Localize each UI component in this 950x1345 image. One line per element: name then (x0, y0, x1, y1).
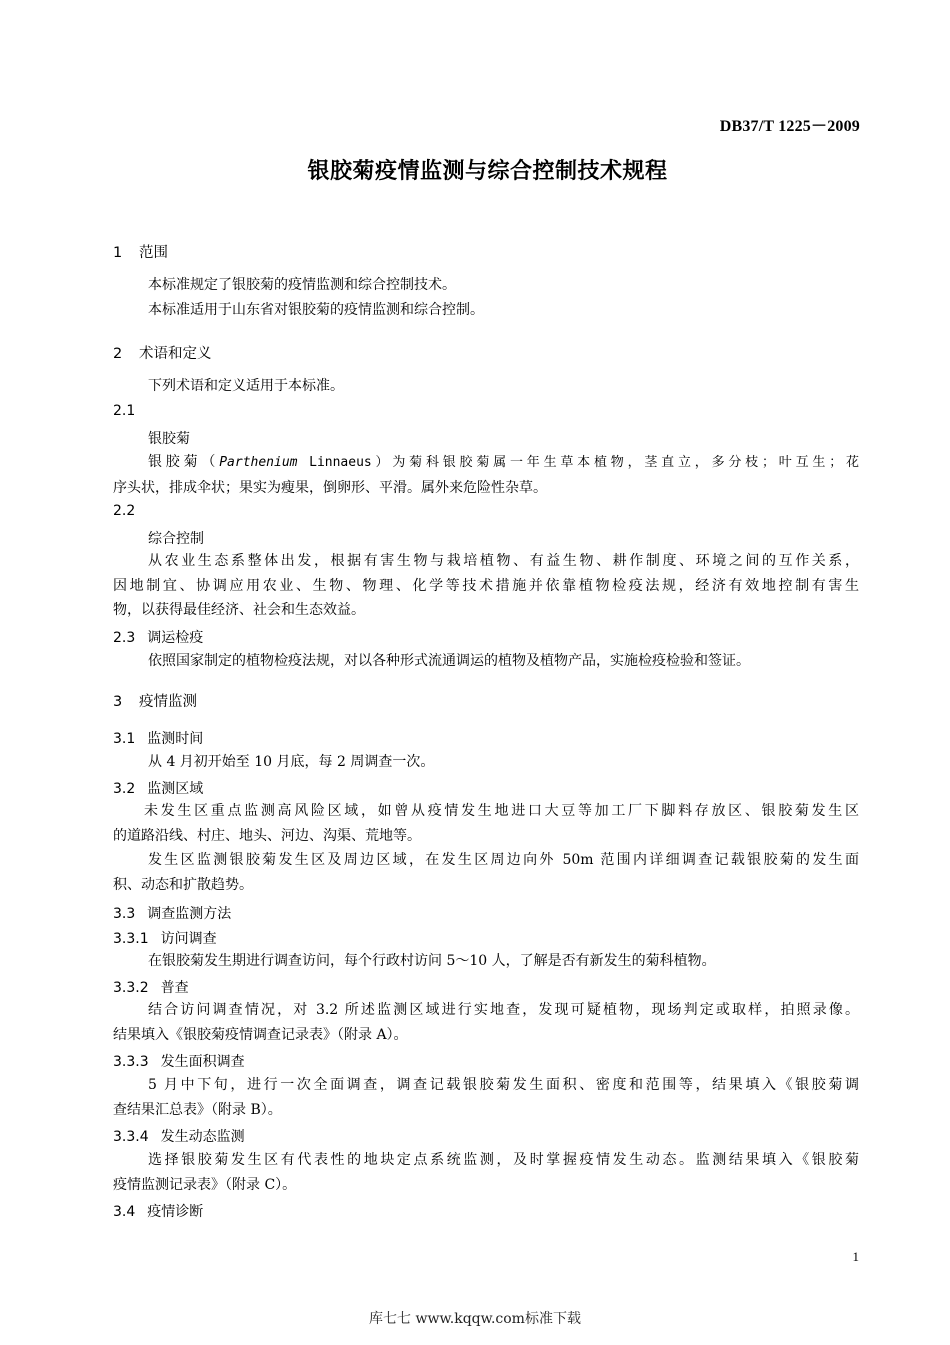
section-number: 3.3.2 (113, 980, 149, 996)
term-transport-quarantine-definition (113, 649, 859, 674)
section-number: 3.4 (113, 1204, 136, 1220)
paragraph-line: 结合访问调查情况，对 3.2 所述监测区域进行实地查，发现可疑植物，现场判定或取样，拍照录像。 (148, 1002, 859, 1018)
section-number: 2.3 (113, 630, 136, 646)
paragraph-line: 疫情监测记录表》（附录 C）。 (113, 1176, 297, 1193)
section-title: 范围 (139, 245, 168, 261)
subsection-3-3-2-heading (113, 977, 189, 997)
section-1-body (113, 273, 859, 322)
subsection-3-2-body (113, 799, 859, 897)
subsection-title: 访问调查 (160, 931, 217, 947)
paragraph-line: 的道路沿线、村庄、地头、河边、沟渠、荒地等。 (113, 827, 421, 844)
section-number: 3.3.3 (113, 1054, 149, 1070)
subsection-3-3-3-body (113, 1073, 859, 1122)
term-integrated-control-definition (113, 549, 859, 623)
subsection-3-3-1-heading (113, 928, 217, 948)
subsection-2-3-heading (113, 627, 203, 647)
scientific-name: Parthenium (219, 455, 298, 470)
section-number: 3.3.4 (113, 1129, 149, 1145)
subsection-3-2-heading (113, 778, 203, 798)
term-yinjiaoju: 银胶菊 (148, 431, 190, 447)
subsection-3-3-4-heading (113, 1126, 245, 1146)
section-number: 3.2 (113, 781, 136, 797)
section-2-heading (113, 342, 212, 363)
standard-code: DB37/T 1225－2009 (719, 118, 860, 135)
section-3-heading (113, 690, 197, 711)
subsection-title: 监测区域 (147, 781, 204, 797)
definition-line: 从农业生态系整体出发，根据有害生物与栽培植物、有益生物、耕作制度、环境之间的互作关系， (148, 553, 859, 569)
subsection-title: 发生面积调查 (160, 1054, 245, 1070)
subsection-title: 普查 (160, 980, 189, 996)
document-title: 银胶菊疫情监测与综合控制技术规程 (307, 159, 668, 184)
section-number: 2 (113, 346, 123, 362)
paragraph-line: 结果填入《银胶菊疫情调查记录表》（附录 A）。 (113, 1026, 408, 1043)
paragraph: 从 4 月初开始至 10 月底，每 2 周调查一次。 (148, 754, 435, 770)
page-number: 1 (852, 1249, 859, 1264)
subsection-3-3-4-body (113, 1148, 859, 1197)
definition-line: 序头状，排成伞状；果实为瘦果，倒卵形、平滑。属外来危险性杂草。 (113, 479, 547, 496)
subsection-title: 调查监测方法 (147, 906, 232, 922)
subsection-2-2-number (113, 503, 147, 519)
section-number: 3 (113, 694, 123, 710)
paragraph: 下列术语和定义适用于本标准。 (148, 378, 344, 394)
paragraph-line: 选择银胶菊发生区有代表性的地块定点系统监测，及时掌握疫情发生动态。监测结果填入《银胶菊 (148, 1152, 859, 1168)
section-number: 2.2 (113, 503, 136, 519)
definition-line: 物，以获得最佳经济、社会和生态效益。 (113, 602, 365, 618)
definition-line: 因地制宜、协调应用农业、生物、物理、化学等技术措施并依靠植物检疫法规，经济有效地控制有害生 (113, 577, 859, 594)
subsection-3-3-3-heading (113, 1051, 245, 1071)
section-number: 2.1 (113, 403, 136, 419)
subsection-3-3-1-body (113, 949, 859, 974)
paragraph-line: 查结果汇总表》（附录 B）。 (113, 1101, 282, 1118)
term-yinjiaoju-definition (113, 450, 859, 500)
section-number: 3.3.1 (113, 931, 149, 947)
subsection-3-1-heading (113, 728, 203, 748)
subsection-title: 监测时间 (147, 731, 204, 747)
subsection-3-1-body (113, 750, 859, 775)
subsection-3-4-heading (113, 1201, 203, 1221)
paragraph: 在银胶菊发生期进行调查访问，每个行政村访问 5～10 人，了解是否有新发生的菊科植物。 (148, 953, 716, 969)
section-1-heading (113, 241, 168, 262)
subsection-title: 疫情诊断 (147, 1204, 204, 1220)
section-title: 疫情监测 (139, 694, 197, 710)
footer-watermark: 库七七 www.kqqw.com标准下载 (369, 1311, 581, 1327)
definition-line (113, 450, 859, 476)
section-2-intro (113, 374, 859, 399)
definition-text: Linnaeus）为菊科银胶菊属一年生草本植物，茎直立，多分枝；叶互生；花 (297, 455, 859, 470)
subsection-2-1-number (113, 403, 147, 419)
paragraph-line: 未发生区重点监测高风险区域，如曾从疫情发生地进口大豆等加工厂下脚料存放区、银胶菊发生区 (144, 803, 859, 819)
section-number: 3.3 (113, 906, 136, 922)
paragraph-line: 发生区监测银胶菊发生区及周边区域，在发生区周边向外 50m 范围内详细调查记载银胶菊的发生面 (148, 852, 859, 868)
paragraph-line: 5 月中下旬，进行一次全面调查，调查记载银胶菊发生面积、密度和范围等，结果填入《银胶菊调 (148, 1077, 859, 1093)
term: 调运检疫 (147, 630, 204, 646)
paragraph: 本标准规定了银胶菊的疫情监测和综合控制技术。 (148, 277, 456, 293)
paragraph-line: 积、动态和扩散趋势。 (113, 876, 253, 893)
definition-text: 银胶菊（ (148, 454, 220, 470)
section-number: 3.1 (113, 731, 136, 747)
term-integrated-control: 综合控制 (148, 531, 204, 547)
definition-line: 依照国家制定的植物检疫法规，对以各种形式流通调运的植物及植物产品，实施检疫检验和签证。 (148, 653, 750, 669)
paragraph: 本标准适用于山东省对银胶菊的疫情监测和综合控制。 (148, 301, 484, 318)
section-title: 术语和定义 (139, 346, 212, 362)
subsection-3-3-heading (113, 903, 231, 923)
section-number: 1 (113, 245, 123, 261)
subsection-title: 发生动态监测 (160, 1129, 245, 1145)
subsection-3-3-2-body (113, 998, 859, 1047)
